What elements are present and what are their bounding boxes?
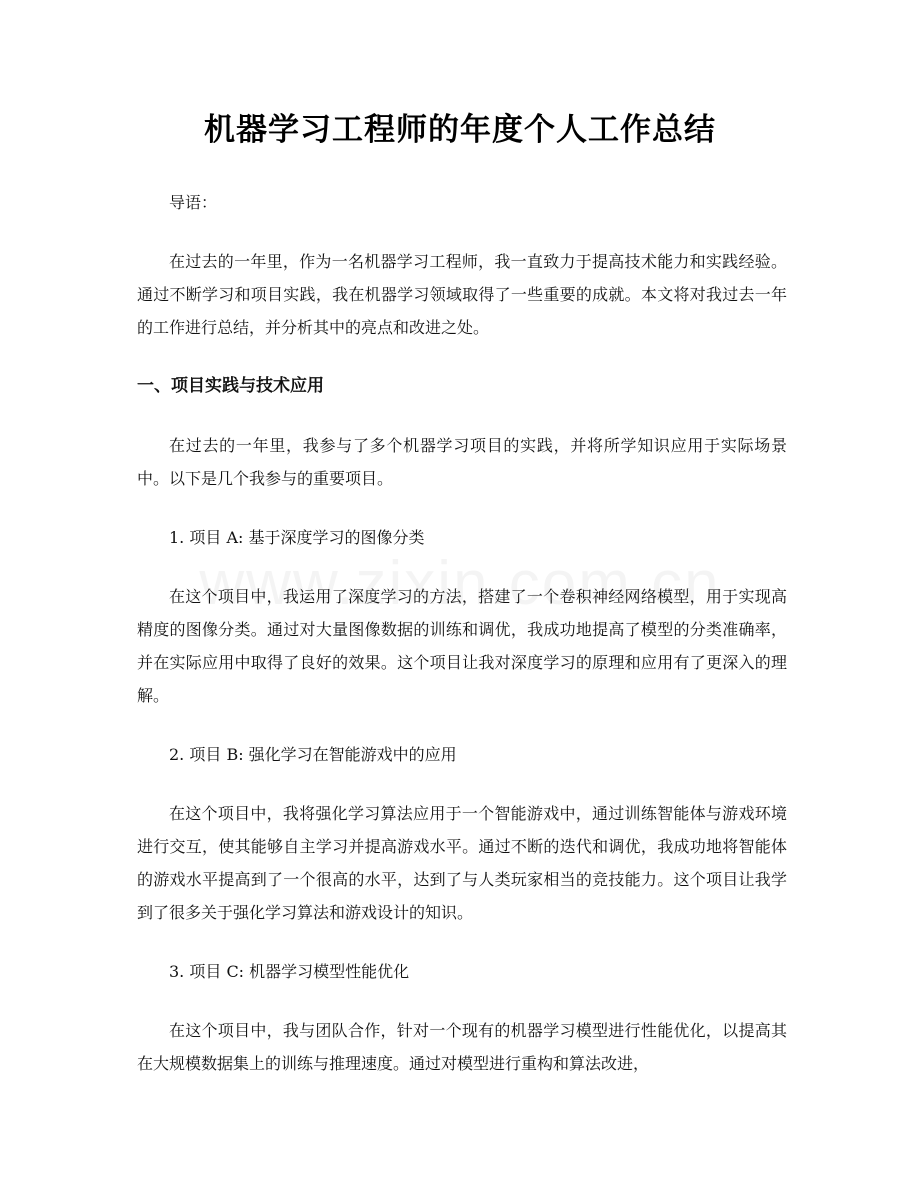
project-a-title: 1. 项目 A: 基于深度学习的图像分类 bbox=[169, 528, 425, 547]
project-c-body: 在这个项目中，我与团队合作，针对一个现有的机器学习模型进行性能优化，以提高其在大规模数据集上的训练与推理速度。通过对模型进行重构和算法改进， bbox=[137, 1021, 787, 1073]
intro-paragraph: 在过去的一年里，作为一名机器学习工程师，我一直致力于提高技术能力和实践经验。通过不断学习和项目实践，我在机器学习领域取得了一些重要的成就。本文将对我过去一年的工作进行总结，并分析其中的亮点和改进之处。 bbox=[137, 252, 787, 337]
project-b-body: 在这个项目中，我将强化学习算法应用于一个智能游戏中，通过训练智能体与游戏环境进行交互，使其能够自主学习并提高游戏水平。通过不断的迭代和调优，我成功地将智能体的游戏水平提高到了一个很高的水平，达到了与人类玩家相当的竞技能力。这个项目让我学到了很多关于强化学习算法和游戏设计的知识。 bbox=[137, 804, 787, 922]
document-title: 机器学习工程师的年度个人工作总结 bbox=[204, 112, 716, 148]
intro-label: 导语： bbox=[169, 193, 218, 212]
project-b-title: 2. 项目 B: 强化学习在智能游戏中的应用 bbox=[169, 745, 457, 764]
section-intro-paragraph: 在过去的一年里，我参与了多个机器学习项目的实践，并将所学知识应用于实际场景中。以下是几个我参与的重要项目。 bbox=[137, 436, 787, 488]
project-a-body: 在这个项目中，我运用了深度学习的方法，搭建了一个卷积神经网络模型，用于实现高精度的图像分类。通过对大量图像数据的训练和调优，我成功地提高了模型的分类准确率，并在实际应用中取得了良好的效果。这个项目让我对深度学习的原理和应用有了更深入的理解。 bbox=[137, 587, 787, 705]
section-heading: 一、项目实践与技术应用 bbox=[137, 376, 324, 396]
project-c-title: 3. 项目 C: 机器学习模型性能优化 bbox=[169, 962, 410, 981]
document-body bbox=[137, 186, 787, 1106]
